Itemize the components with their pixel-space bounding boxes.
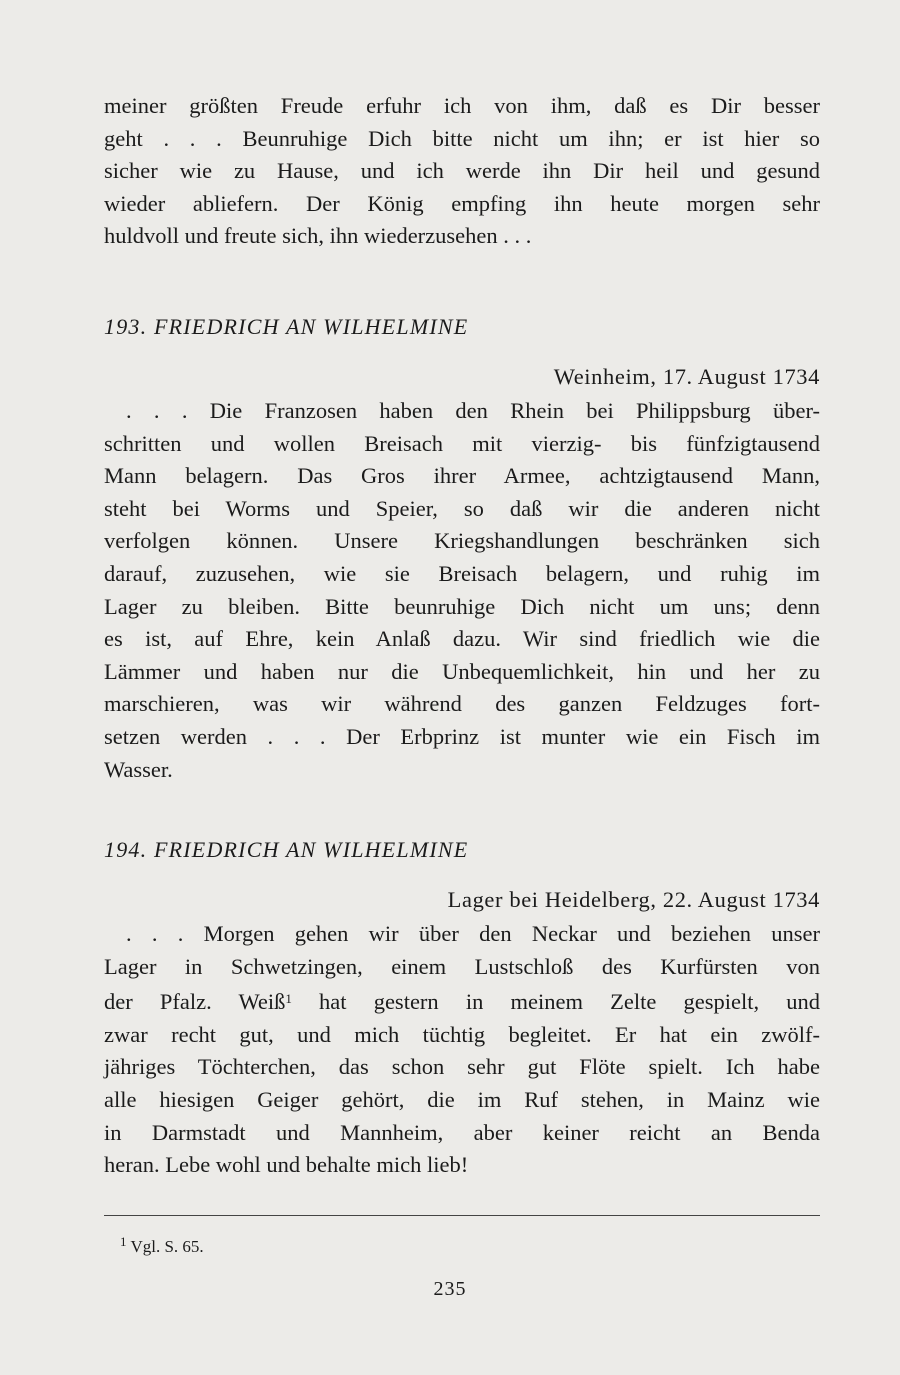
text-line: setzen werden . . . Der Erbprinz ist munter wie ein Fisch im xyxy=(104,723,820,749)
page-body xyxy=(104,86,820,1182)
letter-heading: 193. FRIEDRICH AN WILHELMINE xyxy=(104,313,469,339)
text-line: verfolgen können. Unsere Kriegshandlungen beschränken sich xyxy=(104,528,820,554)
text-line: in Darmstadt und Mannheim, aber keiner reicht an Benda xyxy=(104,1119,820,1145)
text-line: huldvoll und freute sich, ihn wiederzusehen . . . xyxy=(104,223,532,249)
footnote xyxy=(120,1234,204,1257)
text-line: . . . Morgen gehen wir über den Neckar und beziehen unser xyxy=(126,921,820,947)
letter-194 xyxy=(104,834,820,1182)
text-line: heran. Lebe wohl und behalte mich lieb! xyxy=(104,1152,469,1178)
text-line: . . . Die Franzosen haben den Rhein bei Philippsburg über- xyxy=(126,397,820,423)
page-number: 235 xyxy=(433,1278,467,1300)
text-line: Lager in Schwetzingen, einem Lustschloß des Kurfürsten von xyxy=(104,953,820,979)
footnote-number: 1 xyxy=(120,1234,127,1249)
text-line: Lager zu bleiben. Bitte beunruhige Dich nicht um uns; denn xyxy=(104,593,820,619)
text-line: marschieren, was wir während des ganzen Feldzuges fort- xyxy=(104,691,820,717)
text-fragment: hat gestern in meinem Zelte gespielt, und xyxy=(291,989,820,1015)
text-line: Lämmer und haben nur die Unbequemlichkeit, hin und her zu xyxy=(104,658,820,684)
text-line: steht bei Worms und Speier, so daß wir die anderen nicht xyxy=(104,495,820,521)
opening-paragraph xyxy=(104,90,820,253)
text-line: zwar recht gut, und mich tüchtig begleitet. Er hat ein zwölf- xyxy=(104,1021,820,1047)
letter-body xyxy=(104,395,820,786)
footnote-divider xyxy=(104,1215,820,1216)
text-line: Wasser. xyxy=(104,756,173,782)
text-fragment: der Pfalz. Weiß xyxy=(104,989,286,1015)
text-line: sicher wie zu Hause, und ich werde ihn Dir heil und gesund xyxy=(104,158,820,184)
footnote-marker: 1 xyxy=(285,991,292,1007)
text-line: jähriges Töchterchen, das schon sehr gut Flöte spielt. Ich habe xyxy=(104,1054,820,1080)
text-line: meiner größten Freude erfuhr ich von ihm, daß es Dir besser xyxy=(104,93,820,118)
text-line: es ist, auf Ehre, kein Anlaß dazu. Wir sind friedlich wie die xyxy=(104,626,820,652)
text-line: geht . . . Beunruhige Dich bitte nicht um ihn; er ist hier so xyxy=(104,125,820,151)
letter-dateline: Weinheim, 17. August 1734 xyxy=(553,363,820,389)
text-line: schritten und wollen Breisach mit vierzig- bis fünfzigtausend xyxy=(104,430,820,456)
text-line: alle hiesigen Geiger gehört, die im Ruf stehen, in Mainz wie xyxy=(104,1087,820,1113)
letter-193 xyxy=(104,311,820,786)
text-line: wieder abliefern. Der König empfing ihn heute morgen sehr xyxy=(104,190,820,216)
letter-body xyxy=(104,918,820,1182)
footnote-text: Vgl. S. 65. xyxy=(130,1237,204,1256)
letter-dateline: Lager bei Heidelberg, 22. August 1734 xyxy=(447,887,820,913)
letter-heading: 194. FRIEDRICH AN WILHELMINE xyxy=(104,837,469,863)
text-line: darauf, zuzusehen, wie sie Breisach belagern, und ruhig im xyxy=(104,560,820,586)
text-line xyxy=(104,983,820,1019)
text-line: Mann belagern. Das Gros ihrer Armee, achtzigtausend Mann, xyxy=(104,463,820,489)
